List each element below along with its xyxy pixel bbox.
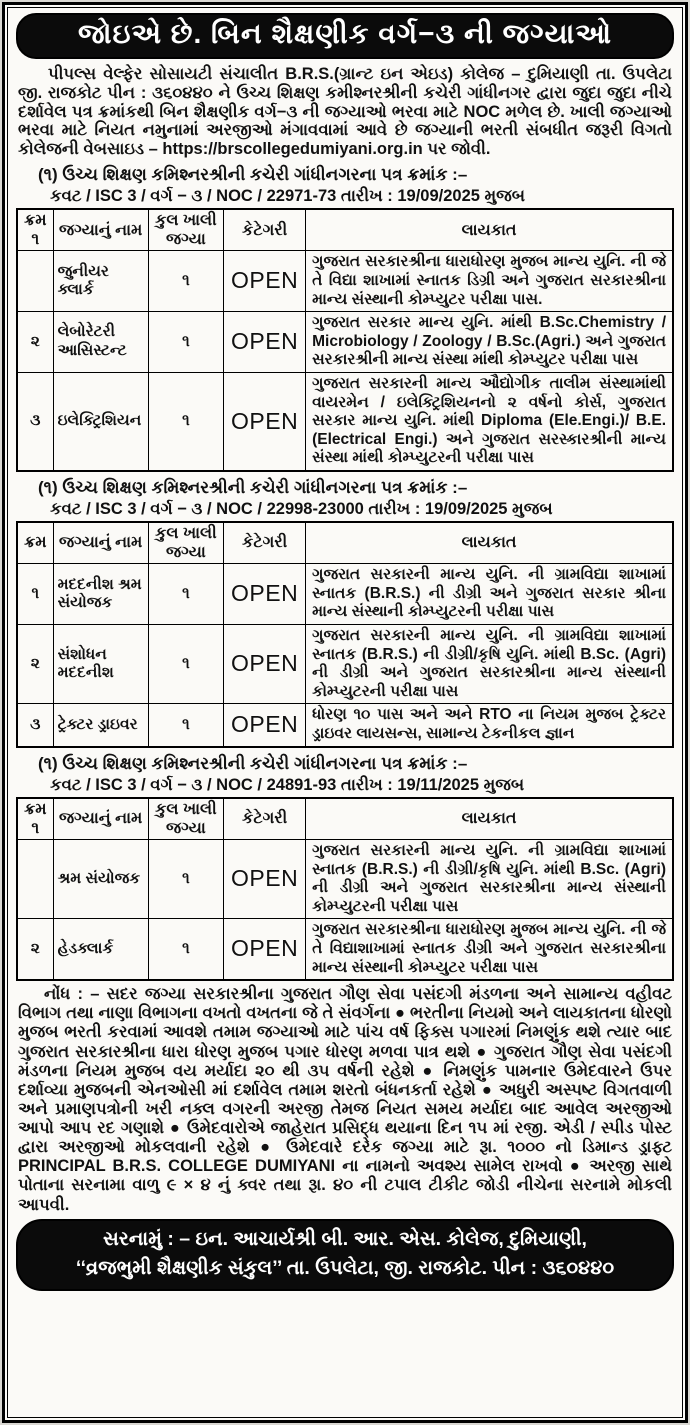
table-row [17,251,673,312]
cell-vacancy: ૧ [148,251,223,312]
note-paragraph: નોંધ : – સદર જગ્યા સરકારશ્રીના ગુજરાત ગૌણ સેવા પસંદગી મંડળના અને સામાન્ય વહીવટ વિભાગ તથા નાણા વિભાગના વખતો વખતના જે તે સંવર્ગના ● ભરતીના નિયમો અને લાયકાતના ધોરણો મુજબ ભરતી કરવામાં આવશે તમામ જગ્યાઓ માટે પાંચ વર્ષ ફિક્સ પગારમાં નિમણુંક થશે ત્યાર બાદ ગુજરાત સરકારશ્રીના ધારા ધોરણ મુજબ પગાર ધોરણ મળવા પાત્ર થશે ● ગુજરાત ગૌણ સેવા પસંદગી મંડળના નિયમ મુજબ વય મર્યાદા ૨૦ થી ૩૫ વર્ષની રહેશે ● નિમણુંક પામનાર ઉમેદવારને ઉપર દર્શાવ્યા મુજબની એનઓસી માં દર્શાવેલ તમામ શરતો બંધનકર્તા રહેશે ● અધુરી અસ્પષ્ટ વિગતવાળી અને પ્રમાણપત્રોની ખરી નક્લ વગરની અરજી તેમજ નિયત સમય મર્યાદા બાદ આવેલ અરજીઓ આપો આપ રદ ગણાશે ● ઉમેદવારોએ જાહેરાત પ્રસિદ્ધ થયાના દિન ૧૫ માં રજી. એડી / સ્પીડ પોસ્ટ દ્વારા અરજીઓ મોકલવાની રહેશે ● ઉમેદવારે દરેક જગ્યા માટે રૂા. ૧૦૦૦ નો ડિમાન્ડ ડ્રાફ્ટ PRINCIPAL B.R.S. COLLEGE DUMIYANI ના નામનો અવશ્ય સામેલ રાખવો ● અરજી સાથે પોતાના સરનામા વાળુ ૯ × ૪ નું ક્વર તથા રૂા. ૪૦ ની ટપાલ ટીકીટ જોડી નીચેના સરનામે મોકલી આપવી. [18,985,672,1214]
vacancy-table-3 [16,797,674,982]
header-serial-sub: ૧ [31,819,40,837]
header-serial [17,209,53,251]
cell-serial: ૩ [17,372,53,470]
cell-category: OPEN [224,312,306,373]
table-header-row [17,209,673,251]
vacancy-table-2 [16,521,674,748]
header-serial: ક્રમ [17,522,53,564]
header-post-name: જગ્યાનું નામ [53,522,148,564]
section-3-heading: (૧) ઉચ્ચ શિક્ષણ કમિશ્નરશ્રીની કચેરી ગાંધીનગરના પત્ર ક્રમાંક :– [38,753,468,773]
cell-category: OPEN [224,839,306,918]
header-post-name: જગ્યાનું નામ [53,209,148,251]
section-2 [16,478,674,748]
table-row [17,625,673,704]
vacancy-table-1 [16,208,674,472]
section-2-heading: (૧) ઉચ્ચ શિક્ષણ કમિશ્નરશ્રીની કચેરી ગાંધીનગરના પત્ર ક્રમાંક :– [38,477,468,497]
cell-serial: ૨ [17,919,53,980]
address-banner [16,1219,674,1292]
header-category: કેટેગરી [224,798,306,840]
address-line-2: ‘‘વ્રજભુમી શૈક્ષણીક સંકુલ’’ તા. ઉપલેટા, જી. રાજકોટ. પીન : ૩૬૦૪૪૦ [75,1256,615,1279]
cell-serial [17,251,53,312]
header-qualification: લાયકાત [306,798,673,840]
cell-serial [17,839,53,918]
header-qualification: લાયકાત [306,209,673,251]
cell-post-name: ટ્રેક્ટર ડ્રાઇવર [53,704,148,747]
section-3 [16,754,674,982]
cell-post-name: જુનીયર ક્લાર્ક [53,251,148,312]
cell-qualification: ધોરણ ૧૦ પાસ અને અને RTO ના નિયમ મુજબ ટ્રેક્ટર ડ્રાઇવર લાયસન્સ, સામાન્ય ટેકનીકલ જ્ઞાન [306,704,673,747]
cell-post-name: મદદનીશ શ્રમ સંયોજક [53,564,148,625]
header-qualification: લાયકાત [306,522,673,564]
header-category: કેટેગરી [224,209,306,251]
cell-qualification: ગુજરાત સરકારશ્રીના ધારાધોરણ મુજબ માન્ય યુનિ. ની જે તે વિદ્યાશાખામાં સ્નાતક ડીગ્રી અને ગુજરાત સરકારશ્રીના માન્ય સંસ્થાની કોમ્પ્યુટર પરીક્ષા પાસ [306,919,673,980]
cell-category: OPEN [224,251,306,312]
cell-post-name: લેબોરેટરી આસિસ્ટન્ટ [53,312,148,373]
table-row [17,312,673,373]
table-row [17,704,673,747]
cell-vacancy: ૧ [148,919,223,980]
table-header-row [17,798,673,840]
section-1-heading: (૧) ઉચ્ચ શિક્ષણ કમિશ્નરશ્રીની કચેરી ગાંધીનગરના પત્ર ક્રમાંક :– [38,164,468,184]
cell-post-name: સંશોધન મદદનીશ [53,625,148,704]
cell-post-name: હેડક્લાર્ક [53,919,148,980]
cell-category: OPEN [224,625,306,704]
cell-vacancy: ૧ [148,312,223,373]
table-header-row [17,522,673,564]
header-post-name: જગ્યાનું નામ [53,798,148,840]
cell-category: OPEN [224,704,306,747]
cell-vacancy: ૧ [148,704,223,747]
cell-serial: ૨ [17,625,53,704]
cell-category: OPEN [224,564,306,625]
header-vacancy: કુલ ખાલી જગ્યા [148,209,223,251]
header-serial-sub: ૧ [31,231,40,249]
section-1 [16,165,674,472]
section-3-reference-line: કવટ / ISC 3 / વર્ગ − ૩ / NOC / 24891-93 તારીખ : 19/11/2025 મુજબ [50,775,525,794]
section-2-reference-line: કવટ / ISC 3 / વર્ગ − ૩ / NOC / 22998-23000 તારીખ : 19/09/2025 મુજબ [50,499,553,518]
intro-paragraph: પીપલ્સ વેલ્ફેર સોસાયટી સંચાલીત B.R.S.(ગ્રાન્ટ ઇન એઇડ) કોલેજ – દુમિયાણી તા. ઉપલેટા જી. રાજકોટ પીન : ૩૬૦૪૪૦ ને ઉચ્ચ શિક્ષણ કમીશ્નરશ્રીની કચેરી ગાંધીનગર દ્વારા જુદા જુદા નીચે દર્શાવેલ પત્ર ક્રમાંકથી બિન શૈક્ષણીક વર્ગ−૩ ની જગ્યાઓ ભરવા માટે NOC મળેલ છે. ખાલી જગ્યાઓ ભરવા માટે નિયત નમુનામાં અરજીઓ મંગાવવામાં આવે છે જગ્યાની ભરતી સંબધીત જરૂરી વિગતો કોલેજની વેબસાઇડ – https://brscollegedumiyani.org.in પર જોવી. [18,65,672,159]
cell-category: OPEN [224,919,306,980]
cell-post-name: ઇલેક્ટ્રિશિયન [53,372,148,470]
header-category: કેટેગરી [224,522,306,564]
cell-qualification: ગુજરાત સરકાર માન્ય યુનિ. માંથી B.Sc.Chemistry / Microbiology / Zoology / B.Sc.(Agri.) અને ગુજરાત સરકારશ્રીની માન્ય સંસ્થા માંથી કોમ્પ્યુટર પરીક્ષા પાસ [306,312,673,373]
cell-serial: ૧ [17,564,53,625]
cell-qualification: ગુજરાત સરકારની માન્ય યુનિ. ની ગ્રામવિદ્યા શાખામાં સ્નાતક (B.R.S.) ની ડીગ્રી/કૃષિ યુનિ. માંથી B.Sc. (Agri) ની ડીગ્રી અને ગુજરાત સરકારશ્રીના માન્ય સંસ્થાની કોમ્પ્યુટરની પરીક્ષા પાસ [306,625,673,704]
header-vacancy: કુલ ખાલી જગ્યા [148,798,223,840]
header-serial [17,798,53,840]
cell-vacancy: ૧ [148,839,223,918]
cell-qualification: ગુજરાત સરકારની માન્ય યુનિ. ની ગ્રામવિદ્યા શાખામાં સ્નાતક (B.R.S.) ની ડીગ્રી અને ગુજરાત સરકાર શ્રીના માન્ય સંસ્થાની કોમ્પ્યુટરની પરીક્ષા પાસ [306,564,673,625]
cell-serial: ૩ [17,704,53,747]
cell-vacancy: ૧ [148,564,223,625]
cell-post-name: શ્રમ સંયોજક [53,839,148,918]
advertisement-inner-frame [7,7,683,1418]
cell-category: OPEN [224,372,306,470]
cell-serial: ૨ [17,312,53,373]
table-row [17,372,673,470]
cell-vacancy: ૧ [148,372,223,470]
table-row [17,839,673,918]
cell-qualification: ગુજરાત સરકારશ્રીના ધારાધોરણ મુજબ માન્ય યુનિ. ની જે તે વિદ્યા શાખામાં સ્નાતક ડિગ્રી અને ગુજરાત સરકારશ્રીના માન્ય સંસ્થાની કોમ્પ્યુટર પરીક્ષા પાસ. [306,251,673,312]
header-serial-label: ક્રમ [23,211,47,229]
page-title: જોઇએ છે. બિન શૈક્ષણીક વર્ગ−૩ ની જગ્યાઓ [16,13,674,59]
header-serial-label: ક્રમ [23,800,47,818]
cell-qualification: ગુજરાત સરકારની માન્ય ઔદ્યોગીક તાલીમ સંસ્થામાંથી વાયરમેન / ઇલેક્ટ્રિશિયનનો ૨ વર્ષનો કોર્સ, ગુજરાત સરકાર માન્ય યુનિ. માંથી Diploma (Ele.Engi.)/ B.E. (Electrical Engi.) અને ગુજરાત સરસ્કારશ્રીની માન્ય સંસ્થા માંથી કોમ્પ્યુટરની પરીક્ષા પાસ [306,372,673,470]
header-vacancy: કુલ ખાલી જગ્યા [148,522,223,564]
newspaper-advertisement [2,2,688,1423]
cell-qualification: ગુજરાત સરકારની માન્ય યુનિ. ની ગ્રામવિદ્યા શાખામાં સ્નાતક (B.R.S.) ની ડીગ્રી/કૃષિ યુનિ. માંથી B.Sc. (Agri) ની ડીગ્રી અને ગુજરાત સરકારશ્રીના માન્ય સંસ્થાની કોમ્પ્યુટરની પરીક્ષા પાસ [306,839,673,918]
section-1-reference-line: કવટ / ISC 3 / વર્ગ − ૩ / NOC / 22971-73 તારીખ : 19/09/2025 મુજબ [50,186,526,205]
address-line-1: સરનામું : – ઇન. આચાર્યશ્રી બી. આર. એસ. કોલેજ, દુમિયાણી, [103,1227,587,1250]
table-row [17,919,673,980]
cell-vacancy: ૧ [148,625,223,704]
table-row [17,564,673,625]
